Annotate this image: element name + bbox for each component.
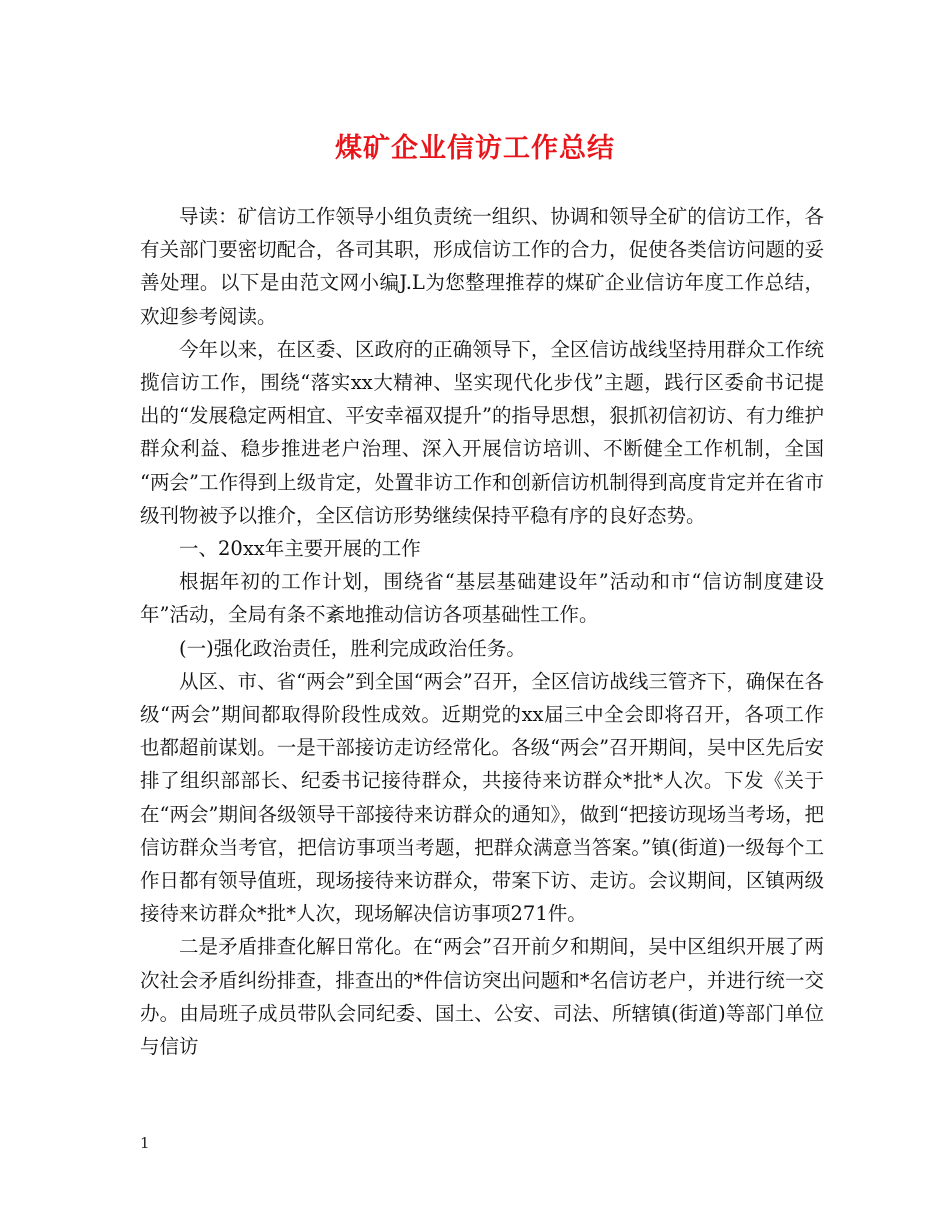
overview-paragraph: 今年以来，在区委、区政府的正确领导下，全区信访战线坚持用群众工作统揽信访工作，围绕“落实xx大精神、坚实现代化步伐”主题，践行区委俞书记提出的“发展稳定两相宜、平安幸福双提升”的指导思想，狠抓初信初访、有力维护群众利益、稳步推进老户治理、深入开展信访培训、不断健全工作机制，全国 “两会”工作得到上级肯定，处置非访工作和创新信访机制得到高度肯定并在省市级刊物被予以推介，全区信访形势继续保持平稳有序的良好态势。 — [140, 337, 824, 527]
intro-paragraph: 导读：矿信访工作领导小组负责统一组织、协调和领导全矿的信访工作，各有关部门要密切配合，各司其职，形成信访工作的合力，促使各类信访问题的妥善处理。以下是由范文网小编J.L为您整理推荐的煤矿企业信访年度工作总结，欢迎参考阅读。 — [140, 205, 824, 328]
meetings-paragraph: 从区、市、省“两会”到全国“两会”召开，全区信访战线三管齐下，确保在各级“两会”期间都取得阶段性成效。近期党的xx届三中全会即将召开，各项工作也都超前谋划。一是干部接访走访经常化。各级“两会”召开期间，吴中区先后安排了组织部部长、纪委书记接待群众，共接待来访群众*批*人次。下发《关于在“两会”期间各级领导干部接待来访群众的通知》，做到“把接访现场当考场，把信访群众当考官，把信访事项当考题，把群众满意当答案。”镇(街道)一级每个工作日都有领导值班，现场接待来访群众，带案下访、走访。会议期间，区镇两级接待来访群众*批*人次，现场解决信访事项271件。 — [140, 669, 824, 926]
page-number: 1 — [140, 1134, 150, 1152]
section-heading: 一、20xx年主要开展的工作 — [179, 537, 421, 561]
document-title: 煤矿企业信访工作总结 — [335, 133, 615, 164]
subsection-heading: (一)强化政治责任，胜利完成政治任务。 — [179, 636, 526, 660]
document-body — [140, 200, 824, 1063]
conflict-paragraph: 二是矛盾排查化解日常化。在“两会”召开前夕和期间，吴中区组织开展了两次社会矛盾纠纷排查，排查出的*件信访突出问题和*名信访老户，并进行统一交办。由局班子成员带队会同纪委、国土、公安、司法、所辖镇(街道)等部门单位与信访 — [140, 935, 824, 1059]
plan-paragraph: 根据年初的工作计划，围绕省“基层基础建设年”活动和市“信访制度建设年”活动，全局有条不紊地推动信访各项基础性工作。 — [140, 570, 824, 627]
